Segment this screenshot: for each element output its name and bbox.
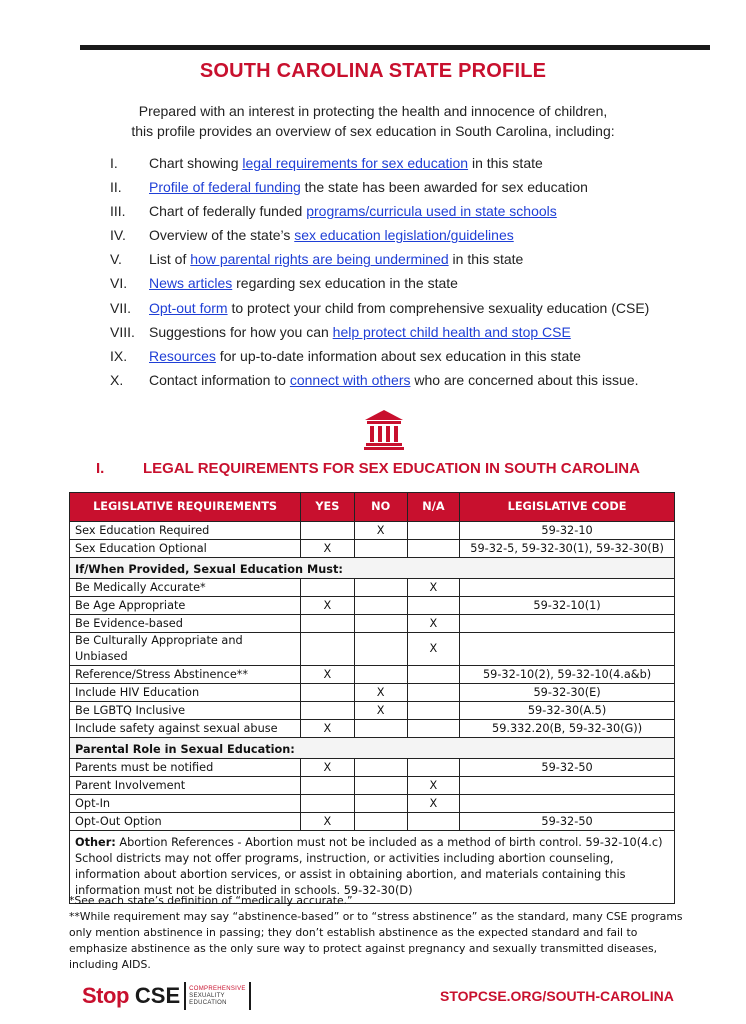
logo-cse: CSE bbox=[134, 983, 181, 1008]
code-cell bbox=[460, 633, 675, 666]
table-row bbox=[70, 702, 675, 720]
toc-item bbox=[110, 225, 649, 249]
table-row bbox=[70, 597, 675, 615]
mark-cell bbox=[354, 759, 407, 777]
stop-cse-logo bbox=[82, 982, 251, 1010]
code-cell: 59.332.20(B, 59-32-30(G)) bbox=[460, 720, 675, 738]
toc-text-after: in this state bbox=[468, 155, 543, 171]
toc-link[interactable]: programs/curricula used in state schools bbox=[306, 203, 557, 220]
mark-cell: X bbox=[301, 540, 354, 558]
header-code: LEGISLATIVE CODE bbox=[460, 493, 675, 522]
mark-cell bbox=[407, 702, 459, 720]
other-text: Abortion References - Abortion must not be included as a method of birth control. 59-32-10(4.c) School districts may not offer programs, instruction, or activities including abortion counseling, information about abortion services, or assist in obtaining abortion, and materials containing this information must not be distributed in schools. 59-32-30(D) bbox=[75, 836, 663, 897]
toc-link[interactable]: connect with others bbox=[289, 371, 411, 388]
mark-cell bbox=[354, 720, 407, 738]
section-title-text: LEGAL REQUIREMENTS FOR SEX EDUCATION IN SOUTH CAROLINA bbox=[143, 460, 640, 477]
requirement-cell: Reference/Stress Abstinence** bbox=[70, 666, 301, 684]
logo-sub-3: EDUCATION bbox=[189, 999, 227, 1006]
section-row-parental bbox=[70, 738, 675, 759]
section-label: If/When Provided, Sexual Education Must: bbox=[70, 558, 675, 579]
code-cell: 59-32-50 bbox=[460, 759, 675, 777]
toc-item bbox=[110, 273, 649, 297]
toc-text-after: to protect your child from comprehensive sexuality education (CSE) bbox=[227, 299, 650, 316]
logo-sub-2: SEXUALITY bbox=[189, 992, 225, 999]
footnotes bbox=[69, 893, 689, 973]
code-cell bbox=[460, 777, 675, 795]
mark-cell bbox=[301, 633, 354, 666]
table-row bbox=[70, 813, 675, 831]
toc-number: VII. bbox=[110, 299, 132, 316]
toc-number: VIII. bbox=[110, 323, 135, 340]
toc-number: I. bbox=[110, 155, 118, 171]
mark-cell bbox=[407, 720, 459, 738]
code-cell: 59-32-30(E) bbox=[460, 684, 675, 702]
toc-number: II. bbox=[110, 179, 122, 196]
mark-cell: X bbox=[301, 759, 354, 777]
page-title: SOUTH CAROLINA STATE PROFILE bbox=[199, 60, 547, 82]
toc-text-before: Chart showing bbox=[149, 155, 243, 171]
header-requirements: LEGISLATIVE REQUIREMENTS bbox=[70, 493, 301, 522]
mark-cell bbox=[301, 522, 354, 540]
requirement-cell: Include HIV Education bbox=[70, 684, 301, 702]
toc-item bbox=[110, 346, 649, 370]
requirement-cell: Be Age Appropriate bbox=[70, 597, 301, 615]
logo-bar-right bbox=[249, 982, 251, 1010]
mark-cell: X bbox=[301, 720, 354, 738]
toc-number: IV. bbox=[110, 227, 126, 244]
mark-cell: X bbox=[407, 579, 459, 597]
mark-cell: X bbox=[301, 666, 354, 684]
toc-link[interactable]: sex education legislation/guidelines bbox=[294, 227, 514, 244]
toc-item bbox=[110, 370, 649, 394]
mark-cell: X bbox=[354, 684, 407, 702]
mark-cell: X bbox=[407, 633, 459, 666]
toc-number: VI. bbox=[110, 275, 128, 292]
mark-cell bbox=[407, 597, 459, 615]
intro-text bbox=[60, 101, 686, 141]
toc-item bbox=[110, 201, 649, 225]
mark-cell bbox=[407, 540, 459, 558]
code-cell: 59-32-30(A.5) bbox=[460, 702, 675, 720]
toc-text-after: for up-to-date information about sex education in this state bbox=[215, 347, 581, 364]
mark-cell bbox=[354, 597, 407, 615]
requirement-cell: Sex Education Optional bbox=[70, 540, 301, 558]
toc-item bbox=[110, 177, 649, 201]
code-cell: 59-32-10(2), 59-32-10(4.a&b) bbox=[460, 666, 675, 684]
toc-text-before: Contact information to bbox=[149, 371, 290, 388]
toc-text-before: Overview of the state’s bbox=[149, 227, 295, 244]
toc-text-before: Suggestions for how you can bbox=[149, 323, 333, 340]
table-row bbox=[70, 720, 675, 738]
toc-item bbox=[110, 298, 649, 322]
toc-text-after: in this state bbox=[448, 251, 524, 268]
courthouse-icon bbox=[363, 408, 405, 450]
table-row bbox=[70, 522, 675, 540]
requirements-table bbox=[69, 492, 675, 904]
requirement-cell: Be LGBTQ Inclusive bbox=[70, 702, 301, 720]
table-of-contents bbox=[110, 153, 649, 394]
intro-line-1: Prepared with an interest in protecting the health and innocence of children, bbox=[138, 103, 608, 119]
mark-cell bbox=[354, 795, 407, 813]
toc-text-before: List of bbox=[149, 251, 191, 268]
header-na: N/A bbox=[407, 493, 459, 522]
mark-cell bbox=[407, 813, 459, 831]
toc-link[interactable]: how parental rights are being undermined bbox=[190, 251, 449, 268]
mark-cell bbox=[407, 759, 459, 777]
toc-item bbox=[110, 249, 649, 273]
requirement-cell: Be Medically Accurate* bbox=[70, 579, 301, 597]
toc-text-after: the state has been awarded for sex education bbox=[300, 179, 588, 196]
mark-cell bbox=[301, 615, 354, 633]
website-url[interactable]: STOPCSE.ORG/SOUTH-CAROLINA bbox=[440, 988, 674, 1004]
mark-cell bbox=[354, 666, 407, 684]
mark-cell: X bbox=[301, 597, 354, 615]
toc-link[interactable]: Profile of federal funding bbox=[149, 179, 301, 196]
mark-cell: X bbox=[354, 702, 407, 720]
table-row bbox=[70, 777, 675, 795]
section-number: I. bbox=[96, 460, 105, 477]
requirement-cell: Opt-Out Option bbox=[70, 813, 301, 831]
section-heading bbox=[96, 460, 640, 477]
mark-cell bbox=[354, 540, 407, 558]
mark-cell bbox=[354, 813, 407, 831]
code-cell: 59-32-10 bbox=[460, 522, 675, 540]
toc-number: III. bbox=[110, 203, 126, 220]
mark-cell bbox=[301, 777, 354, 795]
requirement-cell: Sex Education Required bbox=[70, 522, 301, 540]
code-cell bbox=[460, 795, 675, 813]
toc-text-after: who are concerned about this issue. bbox=[410, 371, 639, 388]
mark-cell: X bbox=[354, 522, 407, 540]
mark-cell bbox=[354, 579, 407, 597]
code-cell: 59-32-10(1) bbox=[460, 597, 675, 615]
toc-link[interactable]: legal requirements for sex education bbox=[242, 155, 469, 171]
table-row bbox=[70, 666, 675, 684]
mark-cell: X bbox=[407, 615, 459, 633]
table-row bbox=[70, 795, 675, 813]
table-row bbox=[70, 540, 675, 558]
logo-stop: Stop bbox=[82, 983, 129, 1008]
toc-link[interactable]: Resources bbox=[149, 347, 216, 364]
mark-cell bbox=[407, 684, 459, 702]
toc-number: X. bbox=[110, 371, 124, 388]
section-row-provided bbox=[70, 558, 675, 579]
intro-line-2: this profile provides an overview of sex education in South Carolina, including: bbox=[131, 123, 615, 139]
requirement-cell: Parents must be notified bbox=[70, 759, 301, 777]
toc-link[interactable]: Opt-out form bbox=[149, 299, 228, 316]
other-label: Other: bbox=[75, 836, 116, 849]
top-rule bbox=[80, 45, 710, 50]
mark-cell: X bbox=[301, 813, 354, 831]
mark-cell: X bbox=[407, 777, 459, 795]
mark-cell bbox=[407, 522, 459, 540]
code-cell: 59-32-5, 59-32-30(1), 59-32-30(B) bbox=[460, 540, 675, 558]
footnote-2: **While requirement may say “abstinence-based” or to “stress abstinence” as the standard, many CSE programs only mention abstinence in passing; they don’t establish abstinence as the expected standard and fail to emphasize abstinence as the only sure way to protect against pregnancy and sexually transmitted diseases, including AIDS. bbox=[69, 910, 683, 971]
logo-sub-1: COMPREHENSIVE bbox=[189, 985, 246, 992]
table-row bbox=[70, 684, 675, 702]
table-row bbox=[70, 579, 675, 597]
requirement-cell: Opt-In bbox=[70, 795, 301, 813]
mark-cell bbox=[301, 579, 354, 597]
toc-link[interactable]: help protect child health and stop CSE bbox=[332, 323, 571, 340]
section-label: Parental Role in Sexual Education: bbox=[70, 738, 675, 759]
toc-text-before: Chart of federally funded bbox=[149, 203, 307, 220]
toc-number: IX. bbox=[110, 347, 128, 364]
requirement-cell: Parent Involvement bbox=[70, 777, 301, 795]
mark-cell: X bbox=[407, 795, 459, 813]
header-no: NO bbox=[354, 493, 407, 522]
mark-cell bbox=[354, 633, 407, 666]
toc-link[interactable]: News articles bbox=[149, 275, 233, 292]
mark-cell bbox=[354, 615, 407, 633]
table-header-row bbox=[70, 493, 675, 522]
requirement-cell: Be Culturally Appropriate and Unbiased bbox=[70, 633, 301, 666]
table-row bbox=[70, 633, 675, 666]
toc-item bbox=[110, 322, 649, 346]
code-cell bbox=[460, 579, 675, 597]
footnote-1: *See each state’s definition of “medically accurate.” bbox=[69, 894, 353, 907]
toc-text-after: regarding sex education in the state bbox=[232, 275, 458, 292]
requirement-cell: Include safety against sexual abuse bbox=[70, 720, 301, 738]
toc-item bbox=[110, 153, 649, 177]
mark-cell bbox=[301, 684, 354, 702]
requirement-cell: Be Evidence-based bbox=[70, 615, 301, 633]
table-row bbox=[70, 759, 675, 777]
code-cell bbox=[460, 615, 675, 633]
toc-number: V. bbox=[110, 251, 122, 268]
mark-cell bbox=[407, 666, 459, 684]
logo-bracket bbox=[184, 982, 251, 1010]
header-yes: YES bbox=[301, 493, 354, 522]
table-row bbox=[70, 615, 675, 633]
mark-cell bbox=[301, 702, 354, 720]
logo-subtitle bbox=[186, 986, 249, 1007]
mark-cell bbox=[354, 777, 407, 795]
code-cell: 59-32-50 bbox=[460, 813, 675, 831]
mark-cell bbox=[301, 795, 354, 813]
